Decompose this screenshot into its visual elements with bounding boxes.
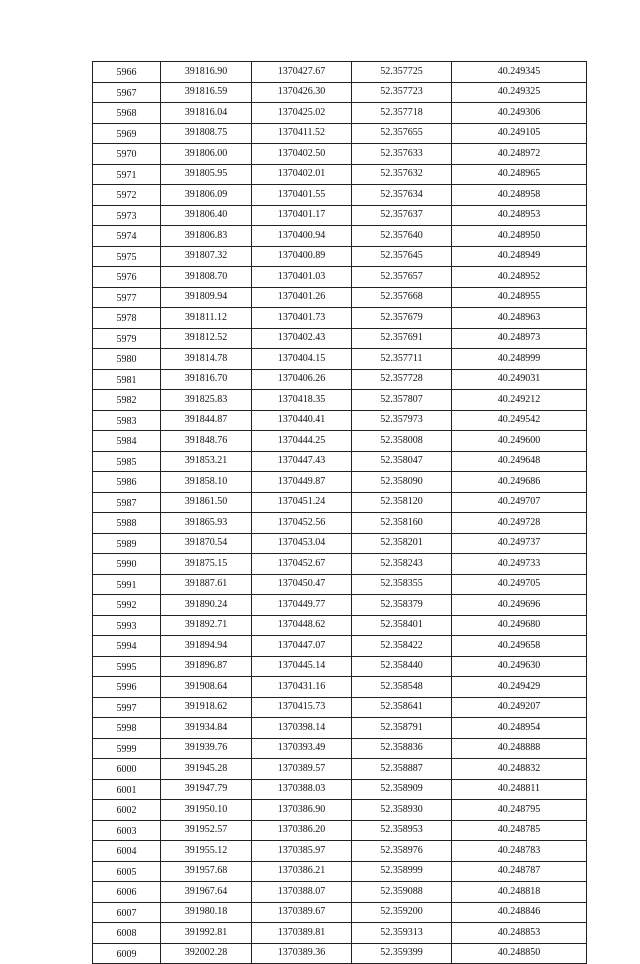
table-row	[93, 779, 587, 800]
latitude-cell: 52.358953	[352, 820, 452, 841]
x-coordinate-cell: 391812.52	[161, 328, 252, 349]
x-coordinate-cell: 391807.32	[161, 246, 252, 267]
table-row	[93, 390, 587, 411]
x-coordinate-cell: 391816.90	[161, 62, 252, 83]
x-coordinate-cell: 391806.83	[161, 226, 252, 247]
y-coordinate-cell: 1370440.41	[252, 410, 352, 431]
point-number-cell: 5996	[93, 677, 161, 698]
x-coordinate-cell: 391894.94	[161, 636, 252, 657]
latitude-cell: 52.359313	[352, 923, 452, 944]
table-row	[93, 205, 587, 226]
point-number-cell: 5975	[93, 246, 161, 267]
longitude-cell: 40.249707	[452, 492, 587, 513]
latitude-cell: 52.359088	[352, 882, 452, 903]
latitude-cell: 52.357718	[352, 103, 452, 124]
x-coordinate-cell: 391805.95	[161, 164, 252, 185]
y-coordinate-cell: 1370386.21	[252, 861, 352, 882]
x-coordinate-cell: 391967.64	[161, 882, 252, 903]
table-row	[93, 185, 587, 206]
point-number-cell: 5969	[93, 123, 161, 144]
point-number-cell: 5973	[93, 205, 161, 226]
y-coordinate-cell: 1370449.87	[252, 472, 352, 493]
y-coordinate-cell: 1370451.24	[252, 492, 352, 513]
y-coordinate-cell: 1370401.26	[252, 287, 352, 308]
table-row	[93, 533, 587, 554]
latitude-cell: 52.358090	[352, 472, 452, 493]
x-coordinate-cell: 391955.12	[161, 841, 252, 862]
x-coordinate-cell: 391806.09	[161, 185, 252, 206]
x-coordinate-cell: 391939.76	[161, 738, 252, 759]
table-row	[93, 164, 587, 185]
x-coordinate-cell: 391947.79	[161, 779, 252, 800]
y-coordinate-cell: 1370425.02	[252, 103, 352, 124]
latitude-cell: 52.357657	[352, 267, 452, 288]
table-row	[93, 410, 587, 431]
x-coordinate-cell: 391809.94	[161, 287, 252, 308]
latitude-cell: 52.357640	[352, 226, 452, 247]
table-row	[93, 615, 587, 636]
latitude-cell: 52.358791	[352, 718, 452, 739]
table-row	[93, 144, 587, 165]
point-number-cell: 5981	[93, 369, 161, 390]
x-coordinate-cell: 391806.00	[161, 144, 252, 165]
latitude-cell: 52.358379	[352, 595, 452, 616]
latitude-cell: 52.358201	[352, 533, 452, 554]
y-coordinate-cell: 1370389.36	[252, 943, 352, 964]
point-number-cell: 5985	[93, 451, 161, 472]
y-coordinate-cell: 1370426.30	[252, 82, 352, 103]
longitude-cell: 40.248949	[452, 246, 587, 267]
table-row	[93, 431, 587, 452]
y-coordinate-cell: 1370402.01	[252, 164, 352, 185]
point-number-cell: 5989	[93, 533, 161, 554]
point-number-cell: 6000	[93, 759, 161, 780]
longitude-cell: 40.248954	[452, 718, 587, 739]
longitude-cell: 40.248818	[452, 882, 587, 903]
latitude-cell: 52.358930	[352, 800, 452, 821]
latitude-cell: 52.357632	[352, 164, 452, 185]
latitude-cell: 52.357807	[352, 390, 452, 411]
point-number-cell: 5966	[93, 62, 161, 83]
table-row	[93, 267, 587, 288]
latitude-cell: 52.358909	[352, 779, 452, 800]
longitude-cell: 40.248785	[452, 820, 587, 841]
latitude-cell: 52.358355	[352, 574, 452, 595]
table-row	[93, 123, 587, 144]
y-coordinate-cell: 1370400.94	[252, 226, 352, 247]
table-row	[93, 861, 587, 882]
x-coordinate-cell: 391814.78	[161, 349, 252, 370]
table-row	[93, 697, 587, 718]
latitude-cell: 52.357668	[352, 287, 452, 308]
point-number-cell: 5974	[93, 226, 161, 247]
x-coordinate-cell: 391816.59	[161, 82, 252, 103]
table-row	[93, 574, 587, 595]
table-row	[93, 656, 587, 677]
y-coordinate-cell: 1370445.14	[252, 656, 352, 677]
x-coordinate-cell: 391853.21	[161, 451, 252, 472]
point-number-cell: 5998	[93, 718, 161, 739]
latitude-cell: 52.357723	[352, 82, 452, 103]
latitude-cell: 52.357728	[352, 369, 452, 390]
latitude-cell: 52.358120	[352, 492, 452, 513]
point-number-cell: 5997	[93, 697, 161, 718]
point-number-cell: 5983	[93, 410, 161, 431]
x-coordinate-cell: 391890.24	[161, 595, 252, 616]
x-coordinate-cell: 391844.87	[161, 410, 252, 431]
table-row	[93, 759, 587, 780]
longitude-cell: 40.249680	[452, 615, 587, 636]
longitude-cell: 40.249212	[452, 390, 587, 411]
longitude-cell: 40.249600	[452, 431, 587, 452]
x-coordinate-cell: 392002.28	[161, 943, 252, 964]
longitude-cell: 40.248832	[452, 759, 587, 780]
longitude-cell: 40.248787	[452, 861, 587, 882]
latitude-cell: 52.358047	[352, 451, 452, 472]
longitude-cell: 40.249345	[452, 62, 587, 83]
table-row	[93, 62, 587, 83]
latitude-cell: 52.357645	[352, 246, 452, 267]
point-number-cell: 5988	[93, 513, 161, 534]
latitude-cell: 52.359399	[352, 943, 452, 964]
y-coordinate-cell: 1370393.49	[252, 738, 352, 759]
longitude-cell: 40.248846	[452, 902, 587, 923]
point-number-cell: 5978	[93, 308, 161, 329]
y-coordinate-cell: 1370398.14	[252, 718, 352, 739]
table-row	[93, 738, 587, 759]
longitude-cell: 40.249105	[452, 123, 587, 144]
longitude-cell: 40.248955	[452, 287, 587, 308]
x-coordinate-cell: 391870.54	[161, 533, 252, 554]
table-row	[93, 636, 587, 657]
table-row	[93, 513, 587, 534]
x-coordinate-cell: 391918.62	[161, 697, 252, 718]
x-coordinate-cell: 391808.75	[161, 123, 252, 144]
table-row	[93, 246, 587, 267]
latitude-cell: 52.358548	[352, 677, 452, 698]
longitude-cell: 40.249325	[452, 82, 587, 103]
latitude-cell: 52.358440	[352, 656, 452, 677]
longitude-cell: 40.249429	[452, 677, 587, 698]
point-number-cell: 5991	[93, 574, 161, 595]
y-coordinate-cell: 1370411.52	[252, 123, 352, 144]
table-row	[93, 718, 587, 739]
longitude-cell: 40.248972	[452, 144, 587, 165]
longitude-cell: 40.249686	[452, 472, 587, 493]
y-coordinate-cell: 1370389.81	[252, 923, 352, 944]
latitude-cell: 52.358641	[352, 697, 452, 718]
y-coordinate-cell: 1370427.67	[252, 62, 352, 83]
longitude-cell: 40.249658	[452, 636, 587, 657]
latitude-cell: 52.357634	[352, 185, 452, 206]
x-coordinate-cell: 391806.40	[161, 205, 252, 226]
longitude-cell: 40.248850	[452, 943, 587, 964]
latitude-cell: 52.359200	[352, 902, 452, 923]
latitude-cell: 52.357679	[352, 308, 452, 329]
x-coordinate-cell: 391811.12	[161, 308, 252, 329]
y-coordinate-cell: 1370386.20	[252, 820, 352, 841]
longitude-cell: 40.249737	[452, 533, 587, 554]
latitude-cell: 52.358976	[352, 841, 452, 862]
y-coordinate-cell: 1370389.67	[252, 902, 352, 923]
table-row	[93, 308, 587, 329]
x-coordinate-cell: 391808.70	[161, 267, 252, 288]
x-coordinate-cell: 391865.93	[161, 513, 252, 534]
longitude-cell: 40.248888	[452, 738, 587, 759]
x-coordinate-cell: 391908.64	[161, 677, 252, 698]
x-coordinate-cell: 391934.84	[161, 718, 252, 739]
point-number-cell: 6007	[93, 902, 161, 923]
y-coordinate-cell: 1370431.16	[252, 677, 352, 698]
y-coordinate-cell: 1370401.73	[252, 308, 352, 329]
point-number-cell: 5994	[93, 636, 161, 657]
y-coordinate-cell: 1370401.17	[252, 205, 352, 226]
longitude-cell: 40.248953	[452, 205, 587, 226]
longitude-cell: 40.248958	[452, 185, 587, 206]
point-number-cell: 5986	[93, 472, 161, 493]
longitude-cell: 40.248999	[452, 349, 587, 370]
longitude-cell: 40.248952	[452, 267, 587, 288]
latitude-cell: 52.357633	[352, 144, 452, 165]
table-row	[93, 882, 587, 903]
longitude-cell: 40.249648	[452, 451, 587, 472]
point-number-cell: 6008	[93, 923, 161, 944]
y-coordinate-cell: 1370401.55	[252, 185, 352, 206]
longitude-cell: 40.249031	[452, 369, 587, 390]
y-coordinate-cell: 1370452.67	[252, 554, 352, 575]
coordinates-table	[92, 61, 587, 964]
point-number-cell: 6002	[93, 800, 161, 821]
y-coordinate-cell: 1370448.62	[252, 615, 352, 636]
latitude-cell: 52.358243	[352, 554, 452, 575]
point-number-cell: 5968	[93, 103, 161, 124]
table-row	[93, 923, 587, 944]
point-number-cell: 5987	[93, 492, 161, 513]
coordinates-table-body	[93, 62, 587, 964]
longitude-cell: 40.248783	[452, 841, 587, 862]
table-row	[93, 349, 587, 370]
x-coordinate-cell: 391816.04	[161, 103, 252, 124]
table-row	[93, 841, 587, 862]
table-row	[93, 226, 587, 247]
point-number-cell: 5984	[93, 431, 161, 452]
x-coordinate-cell: 391887.61	[161, 574, 252, 595]
latitude-cell: 52.358008	[352, 431, 452, 452]
latitude-cell: 52.357655	[352, 123, 452, 144]
x-coordinate-cell: 391825.83	[161, 390, 252, 411]
table-row	[93, 369, 587, 390]
longitude-cell: 40.248853	[452, 923, 587, 944]
point-number-cell: 5980	[93, 349, 161, 370]
y-coordinate-cell: 1370402.43	[252, 328, 352, 349]
y-coordinate-cell: 1370450.47	[252, 574, 352, 595]
x-coordinate-cell: 391980.18	[161, 902, 252, 923]
table-row	[93, 492, 587, 513]
longitude-cell: 40.249630	[452, 656, 587, 677]
y-coordinate-cell: 1370401.03	[252, 267, 352, 288]
longitude-cell: 40.248973	[452, 328, 587, 349]
point-number-cell: 5970	[93, 144, 161, 165]
y-coordinate-cell: 1370404.15	[252, 349, 352, 370]
point-number-cell: 6003	[93, 820, 161, 841]
point-number-cell: 6004	[93, 841, 161, 862]
point-number-cell: 5992	[93, 595, 161, 616]
longitude-cell: 40.249728	[452, 513, 587, 534]
table-row	[93, 554, 587, 575]
table-row	[93, 595, 587, 616]
table-row	[93, 677, 587, 698]
point-number-cell: 5995	[93, 656, 161, 677]
latitude-cell: 52.358836	[352, 738, 452, 759]
latitude-cell: 52.358422	[352, 636, 452, 657]
y-coordinate-cell: 1370418.35	[252, 390, 352, 411]
point-number-cell: 5977	[93, 287, 161, 308]
longitude-cell: 40.248963	[452, 308, 587, 329]
latitude-cell: 52.358887	[352, 759, 452, 780]
x-coordinate-cell: 391992.81	[161, 923, 252, 944]
y-coordinate-cell: 1370388.03	[252, 779, 352, 800]
table-row	[93, 82, 587, 103]
y-coordinate-cell: 1370400.89	[252, 246, 352, 267]
y-coordinate-cell: 1370452.56	[252, 513, 352, 534]
longitude-cell: 40.249733	[452, 554, 587, 575]
longitude-cell: 40.248965	[452, 164, 587, 185]
point-number-cell: 5993	[93, 615, 161, 636]
x-coordinate-cell: 391861.50	[161, 492, 252, 513]
x-coordinate-cell: 391950.10	[161, 800, 252, 821]
x-coordinate-cell: 391858.10	[161, 472, 252, 493]
y-coordinate-cell: 1370385.97	[252, 841, 352, 862]
longitude-cell: 40.249306	[452, 103, 587, 124]
y-coordinate-cell: 1370406.26	[252, 369, 352, 390]
point-number-cell: 5990	[93, 554, 161, 575]
y-coordinate-cell: 1370415.73	[252, 697, 352, 718]
point-number-cell: 5979	[93, 328, 161, 349]
x-coordinate-cell: 391952.57	[161, 820, 252, 841]
x-coordinate-cell: 391848.76	[161, 431, 252, 452]
longitude-cell: 40.249542	[452, 410, 587, 431]
x-coordinate-cell: 391957.68	[161, 861, 252, 882]
table-row	[93, 328, 587, 349]
y-coordinate-cell: 1370444.25	[252, 431, 352, 452]
table-row	[93, 800, 587, 821]
point-number-cell: 6001	[93, 779, 161, 800]
latitude-cell: 52.358401	[352, 615, 452, 636]
x-coordinate-cell: 391816.70	[161, 369, 252, 390]
x-coordinate-cell: 391896.87	[161, 656, 252, 677]
point-number-cell: 6006	[93, 882, 161, 903]
latitude-cell: 52.357691	[352, 328, 452, 349]
y-coordinate-cell: 1370447.07	[252, 636, 352, 657]
y-coordinate-cell: 1370389.57	[252, 759, 352, 780]
table-row	[93, 472, 587, 493]
y-coordinate-cell: 1370449.77	[252, 595, 352, 616]
table-row	[93, 287, 587, 308]
latitude-cell: 52.358999	[352, 861, 452, 882]
longitude-cell: 40.249696	[452, 595, 587, 616]
x-coordinate-cell: 391875.15	[161, 554, 252, 575]
table-row	[93, 451, 587, 472]
x-coordinate-cell: 391945.28	[161, 759, 252, 780]
point-number-cell: 6005	[93, 861, 161, 882]
table-row	[93, 103, 587, 124]
point-number-cell: 5971	[93, 164, 161, 185]
y-coordinate-cell: 1370453.04	[252, 533, 352, 554]
latitude-cell: 52.358160	[352, 513, 452, 534]
point-number-cell: 5967	[93, 82, 161, 103]
point-number-cell: 5982	[93, 390, 161, 411]
point-number-cell: 5972	[93, 185, 161, 206]
x-coordinate-cell: 391892.71	[161, 615, 252, 636]
point-number-cell: 5999	[93, 738, 161, 759]
y-coordinate-cell: 1370388.07	[252, 882, 352, 903]
table-row	[93, 902, 587, 923]
y-coordinate-cell: 1370386.90	[252, 800, 352, 821]
longitude-cell: 40.249705	[452, 574, 587, 595]
table-row	[93, 820, 587, 841]
latitude-cell: 52.357711	[352, 349, 452, 370]
y-coordinate-cell: 1370447.43	[252, 451, 352, 472]
longitude-cell: 40.248811	[452, 779, 587, 800]
latitude-cell: 52.357725	[352, 62, 452, 83]
y-coordinate-cell: 1370402.50	[252, 144, 352, 165]
point-number-cell: 5976	[93, 267, 161, 288]
longitude-cell: 40.248950	[452, 226, 587, 247]
longitude-cell: 40.249207	[452, 697, 587, 718]
table-row	[93, 943, 587, 964]
point-number-cell: 6009	[93, 943, 161, 964]
latitude-cell: 52.357973	[352, 410, 452, 431]
longitude-cell: 40.248795	[452, 800, 587, 821]
latitude-cell: 52.357637	[352, 205, 452, 226]
